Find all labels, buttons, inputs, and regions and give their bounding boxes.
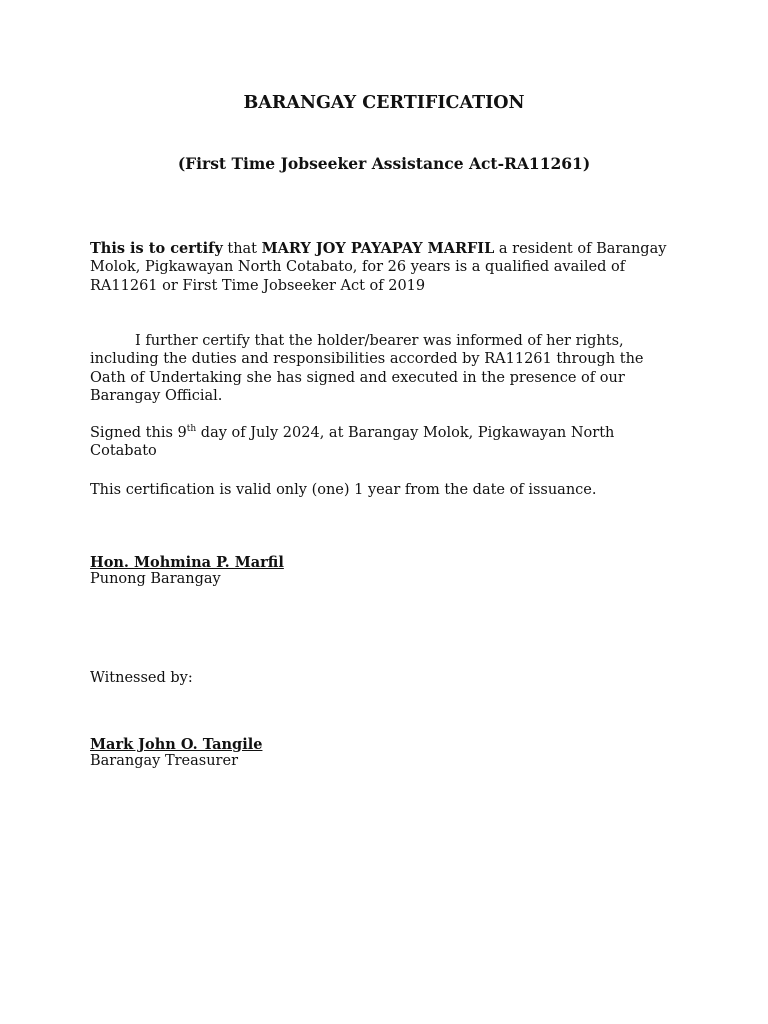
holder-name: MARY JOY PAYAPAY MARFIL (261, 240, 495, 257)
witness-name: Mark John O. Tangile (90, 736, 263, 753)
certification-paragraph (90, 240, 680, 295)
signatory-name: Hon. Mohmina P. Marfil (90, 554, 284, 571)
signatory-block (90, 554, 284, 588)
witness-block (90, 736, 262, 770)
certify-connector: that (222, 241, 262, 257)
witness-title: Barangay Treasurer (90, 753, 238, 769)
signatory-title: Punong Barangay (90, 571, 221, 587)
signed-date-paragraph (90, 424, 680, 461)
signed-date-before: Signed this 9 (90, 425, 187, 441)
signed-date-after: day of July 2024, at Barangay Molok, Pigkawayan North Cotabato (90, 425, 615, 460)
witness-label: Witnessed by: (90, 670, 193, 686)
certify-details: a resident of Barangay Molok, Pigkawayan North Cotabato, for 26 years is a qualified availed of RA11261 or First Time Jobseeker Act of 2019 (90, 241, 667, 294)
document-subtitle: (First Time Jobseeker Assistance Act-RA11261) (177, 154, 591, 173)
document-title: BARANGAY CERTIFICATION (243, 93, 525, 113)
rights-paragraph: I further certify that the holder/bearer was informed of her rights, including the duties and responsibilities accorded by RA11261 through the Oath of Undertaking she has signed and executed in the presence of our Barangay Official. (90, 333, 644, 404)
signed-date-ordinal: th (186, 424, 197, 435)
certify-lead: This is to certify (90, 240, 223, 257)
validity-paragraph: This certification is valid only (one) 1 year from the date of issuance. (90, 482, 597, 498)
